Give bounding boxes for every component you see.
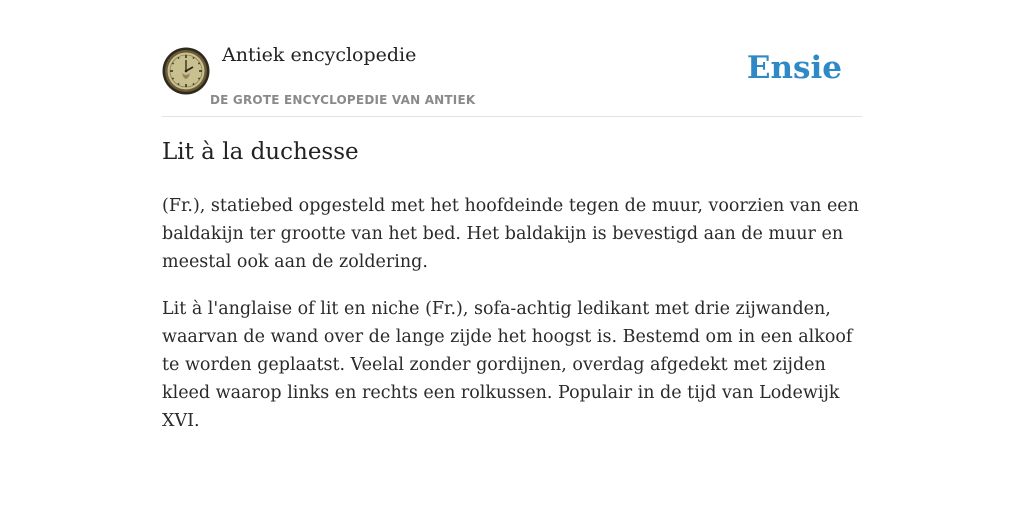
clock-icon[interactable] (162, 47, 210, 95)
entry-body (162, 192, 862, 454)
site-header (162, 0, 862, 117)
site-title[interactable]: Antiek encyclopedie (222, 44, 417, 66)
site-subtitle: DE GROTE ENCYCLOPEDIE VAN ANTIEK (210, 93, 476, 107)
page (162, 0, 862, 431)
entry-paragraph: Lit à l'anglaise of lit en niche (Fr.), sofa-achtig ledikant met drie zijwanden, waarvan de wand over de lange zijde het hoogst is. Bestemd om in een alkoof te worden geplaatst. Veelal zonder gordijnen, overdag afgedekt met zijden kleed waarop links en rechts een rolkussen. Populair in de tijd van Lodewijk XVI. (162, 299, 853, 431)
entry-title: Lit à la duchesse (162, 139, 359, 165)
ensie-logo-link[interactable]: Ensie (746, 50, 842, 86)
entry-paragraph: (Fr.), statiebed opgesteld met het hoofdeinde tegen de muur, voorzien van een baldakijn ter grootte van het bed. Het baldakijn is bevestigd aan de muur en meestal ook aan de zoldering. (162, 196, 859, 272)
